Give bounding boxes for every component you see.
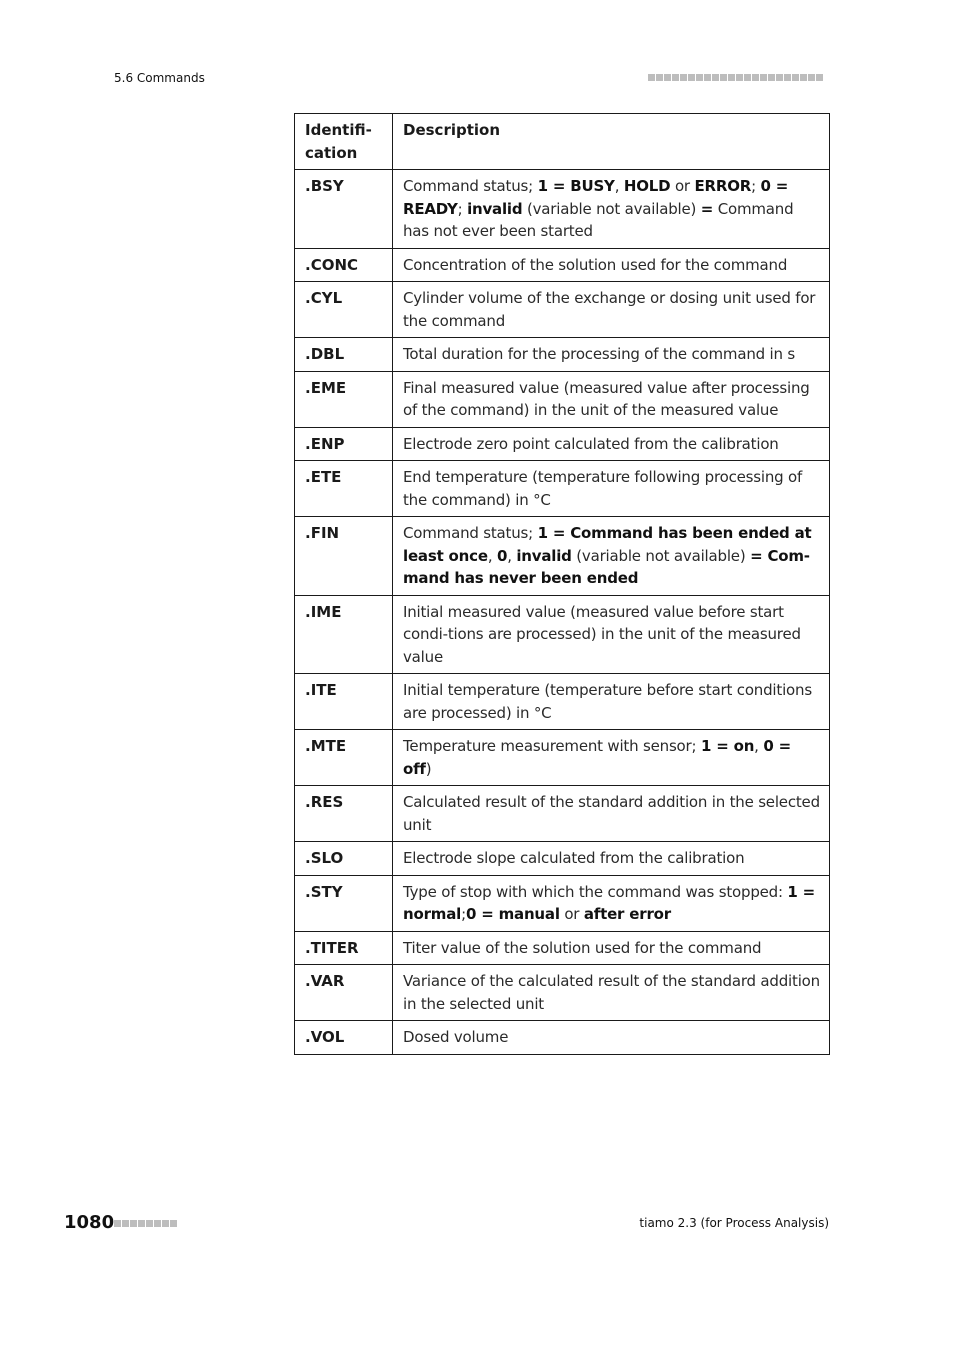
decorative-square — [170, 1220, 177, 1227]
variable-description: End temperature (temperature following processing of the command) in °C — [393, 461, 830, 517]
decorative-square — [816, 74, 823, 81]
table-row — [295, 730, 830, 786]
table-row — [295, 842, 830, 876]
decorative-square — [138, 1220, 145, 1227]
decorative-square — [664, 74, 671, 81]
variable-description: Electrode zero point calculated from the calibration — [393, 427, 830, 461]
identification-table — [294, 113, 830, 1055]
variable-identifier: .CYL — [295, 282, 393, 338]
decorative-square — [672, 74, 679, 81]
table-row — [295, 427, 830, 461]
decorative-square — [776, 74, 783, 81]
product-name: tiamo 2.3 (for Process Analysis) — [639, 1216, 829, 1230]
variable-identifier: .RES — [295, 786, 393, 842]
decorative-square — [744, 74, 751, 81]
table-row — [295, 931, 830, 965]
table-row — [295, 1021, 830, 1055]
variable-description: Variance of the calculated result of the standard addition in the selected unit — [393, 965, 830, 1021]
table-row — [295, 371, 830, 427]
variable-identifier: .CONC — [295, 248, 393, 282]
decorative-square — [800, 74, 807, 81]
column-header-identification: Identifi- cation — [295, 114, 393, 170]
decorative-square — [792, 74, 799, 81]
variable-description: Concentration of the solution used for the command — [393, 248, 830, 282]
variable-identifier: .TITER — [295, 931, 393, 965]
variable-description: Temperature measurement with sensor; 1 = on, 0 = off) — [393, 730, 830, 786]
table-row — [295, 517, 830, 596]
variable-description: Command status; 1 = BUSY, HOLD or ERROR; 0 = READY; invalid (variable not available) = Command has not ever been started — [393, 170, 830, 249]
variable-description: Command status; 1 = Command has been ended at least once, 0, invalid (variable not available) = Com-mand has never been ended — [393, 517, 830, 596]
table-row — [295, 282, 830, 338]
decorative-square — [680, 74, 687, 81]
variable-description: Initial measured value (measured value before start condi-tions are processed) in the unit of the measured value — [393, 595, 830, 674]
table-header-row — [295, 114, 830, 170]
decorative-square — [760, 74, 767, 81]
variable-identifier: .EME — [295, 371, 393, 427]
variable-description: Calculated result of the standard addition in the selected unit — [393, 786, 830, 842]
decorative-square — [130, 1220, 137, 1227]
decorative-square — [656, 74, 663, 81]
page-number: 1080 — [64, 1212, 115, 1233]
variable-identifier: .ITE — [295, 674, 393, 730]
decorative-square — [808, 74, 815, 81]
variable-identifier: .DBL — [295, 338, 393, 372]
decorative-square — [728, 74, 735, 81]
table-row — [295, 338, 830, 372]
variable-description: Initial temperature (temperature before start conditions are processed) in °C — [393, 674, 830, 730]
column-header-description: Description — [393, 114, 830, 170]
decorative-square — [720, 74, 727, 81]
decorative-square — [712, 74, 719, 81]
decorative-square — [784, 74, 791, 81]
table-row — [295, 170, 830, 249]
variable-identifier: .STY — [295, 875, 393, 931]
header-decorative-bar — [648, 74, 829, 82]
table-row — [295, 674, 830, 730]
table-row — [295, 248, 830, 282]
variable-identifier: .FIN — [295, 517, 393, 596]
decorative-square — [736, 74, 743, 81]
variable-description: Cylinder volume of the exchange or dosing unit used for the command — [393, 282, 830, 338]
table-row — [295, 965, 830, 1021]
table-row — [295, 461, 830, 517]
decorative-square — [688, 74, 695, 81]
decorative-square — [768, 74, 775, 81]
variable-identifier: .ETE — [295, 461, 393, 517]
decorative-square — [704, 74, 711, 81]
variable-description: Total duration for the processing of the command in s — [393, 338, 830, 372]
variable-description: Type of stop with which the command was stopped: 1 = normal;0 = manual or after error — [393, 875, 830, 931]
variable-description: Titer value of the solution used for the command — [393, 931, 830, 965]
decorative-square — [122, 1220, 129, 1227]
variable-identifier: .IME — [295, 595, 393, 674]
decorative-square — [648, 74, 655, 81]
decorative-square — [154, 1220, 161, 1227]
variable-identifier: .ENP — [295, 427, 393, 461]
variable-identifier: .SLO — [295, 842, 393, 876]
decorative-square — [696, 74, 703, 81]
variable-identifier: .BSY — [295, 170, 393, 249]
decorative-square — [114, 1220, 121, 1227]
table-row — [295, 875, 830, 931]
variable-description: Electrode slope calculated from the calibration — [393, 842, 830, 876]
decorative-square — [752, 74, 759, 81]
table-row — [295, 786, 830, 842]
table-body — [295, 170, 830, 1055]
variable-description: Final measured value (measured value after processing of the command) in the unit of the measured value — [393, 371, 830, 427]
variable-identifier: .VOL — [295, 1021, 393, 1055]
decorative-square — [162, 1220, 169, 1227]
variable-description: Dosed volume — [393, 1021, 830, 1055]
variable-identifier: .MTE — [295, 730, 393, 786]
variable-identifier: .VAR — [295, 965, 393, 1021]
footer-decorative-bar — [114, 1220, 177, 1228]
table-row — [295, 595, 830, 674]
decorative-square — [146, 1220, 153, 1227]
section-title: 5.6 Commands — [114, 71, 205, 85]
